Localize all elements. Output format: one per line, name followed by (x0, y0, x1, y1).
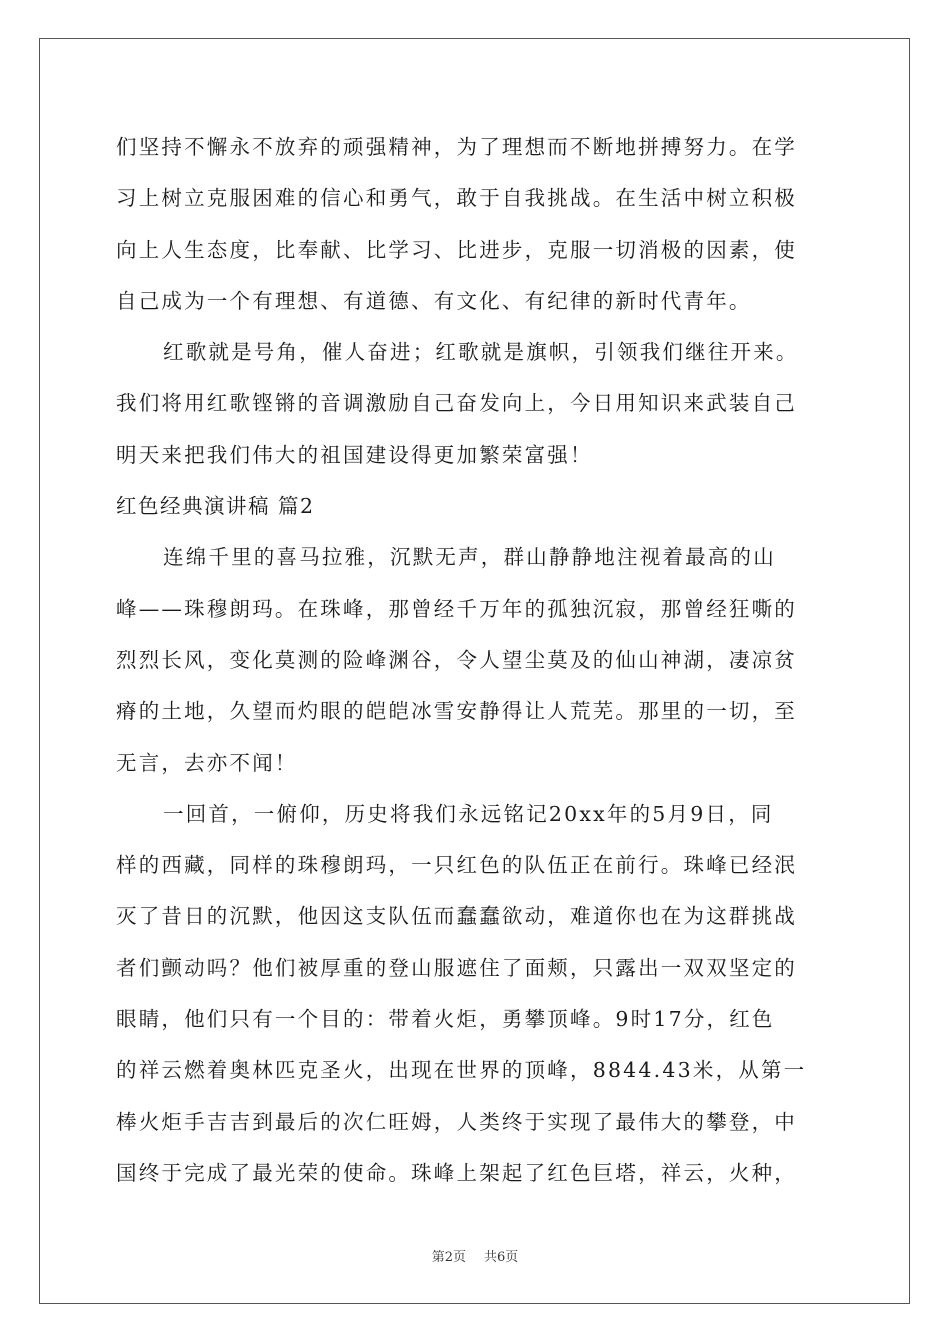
text-line: 连绵千里的喜马拉雅，沉默无声，群山静静地注视着最高的山 (163, 545, 776, 570)
text-line: 明天来把我们伟大的祖国建设得更加繁荣富强！ (116, 442, 593, 467)
page-number: 第2页 (431, 1250, 466, 1265)
text-line: 一回首，一俯仰，历史将我们永远铭记20xx年的5月9日，同 (163, 801, 774, 826)
text-line: 眼睛，他们只有一个目的：带着火炬，勇攀顶峰。9时17分，红色 (116, 1007, 775, 1032)
text-line: 们坚持不懈永不放弃的顽强精神，为了理想而不断地拼搏努力。在学 (116, 135, 797, 159)
text-line: 棒火炬手吉吉到最后的次仁旺姆，人类终于实现了最伟大的攀登，中 (116, 1109, 797, 1134)
text-line: 国终于完成了最光荣的使命。珠峰上架起了红色巨塔，祥云，火种， (116, 1160, 797, 1185)
text-line: 灭了昔日的沉默，他因这支队伍而蠢蠢欲动，难道你也在为这群挑战 (116, 904, 797, 929)
text-line: 无言，去亦不闻！ (116, 750, 298, 775)
text-line: 我们将用红歌铿锵的音调激励自己奋发向上，今日用知识来武装自己 (116, 391, 797, 416)
text-line: 的祥云燃着奥林匹克圣火，出现在世界的顶峰，8844.43米，从第一 (116, 1058, 807, 1083)
page-footer (0, 1246, 950, 1265)
text-line: 自己成为一个有理想、有道德、有文化、有纪律的新时代青年。 (116, 288, 752, 313)
document-body (116, 122, 836, 1199)
text-line: 瘠的土地，久望而灼眼的皑皑冰雪安静得让人荒芜。那里的一切，至 (116, 699, 797, 724)
text-line: 向上人生态度，比奉献、比学习、比进步，克服一切消极的因素，使 (116, 237, 797, 262)
text-line: 者们颤动吗？他们被厚重的登山服遮住了面颊，只露出一双双坚定的 (116, 955, 797, 980)
section-heading: 红色经典演讲稿 篇2 (116, 494, 315, 519)
text-line: 红歌就是号角，催人奋进；红歌就是旗帜，引领我们继往开来。 (163, 340, 799, 365)
text-line: 习上树立克服困难的信心和勇气，敢于自我挑战。在生活中树立积极 (116, 186, 797, 211)
page-total: 共6页 (484, 1250, 519, 1265)
text-line: 样的西藏，同样的珠穆朗玛，一只红色的队伍正在前行。珠峰已经泯 (116, 853, 797, 878)
text-line: 峰——珠穆朗玛。在珠峰，那曾经千万年的孤独沉寂，那曾经狂嘶的 (116, 596, 797, 621)
text-line: 烈烈长风，变化莫测的险峰渊谷，令人望尘莫及的仙山神湖，凄凉贫 (116, 647, 797, 672)
